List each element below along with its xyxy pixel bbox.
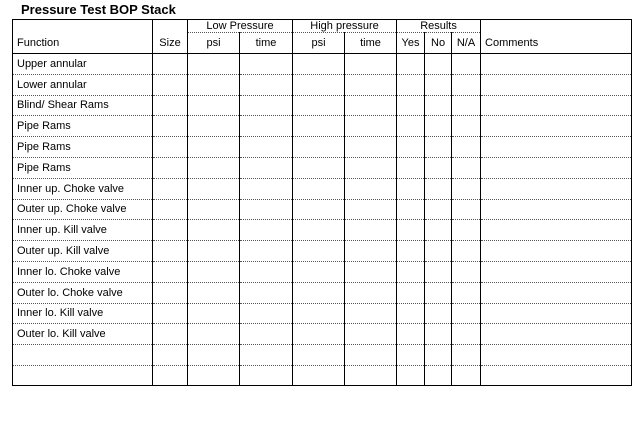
size-cell[interactable] — [153, 137, 188, 158]
high-psi-cell[interactable] — [293, 178, 345, 199]
no-cell[interactable] — [425, 261, 452, 282]
na-cell[interactable] — [452, 199, 481, 220]
high-time-cell[interactable] — [345, 157, 397, 178]
yes-cell[interactable] — [397, 54, 425, 75]
col-size: Size — [153, 33, 188, 54]
group-high-pressure: High pressure — [293, 20, 397, 33]
low-time-cell[interactable] — [240, 54, 293, 75]
low-psi-cell[interactable] — [188, 74, 240, 95]
high-psi-cell[interactable] — [293, 199, 345, 220]
table-row — [13, 303, 632, 324]
na-cell[interactable] — [452, 220, 481, 241]
yes-cell[interactable] — [397, 116, 425, 137]
function-cell: Upper annular — [13, 54, 153, 75]
no-cell[interactable] — [425, 220, 452, 241]
low-time-cell[interactable] — [240, 220, 293, 241]
na-cell[interactable] — [452, 282, 481, 303]
na-cell[interactable] — [452, 241, 481, 262]
comments-cell[interactable] — [481, 324, 632, 345]
low-psi-cell[interactable] — [188, 199, 240, 220]
low-time-cell[interactable] — [240, 282, 293, 303]
size-cell[interactable] — [153, 324, 188, 345]
no-cell[interactable] — [425, 74, 452, 95]
size-cell[interactable] — [153, 54, 188, 75]
no-cell[interactable] — [425, 137, 452, 158]
table-row — [13, 178, 632, 199]
low-psi-cell[interactable] — [188, 137, 240, 158]
table-row — [13, 54, 632, 75]
yes-cell[interactable] — [397, 95, 425, 116]
high-psi-cell[interactable] — [293, 137, 345, 158]
size-cell[interactable] — [153, 220, 188, 241]
high-time-cell[interactable] — [345, 137, 397, 158]
yes-cell[interactable] — [397, 324, 425, 345]
low-time-cell[interactable] — [240, 324, 293, 345]
no-cell[interactable] — [425, 365, 452, 385]
low-psi-cell[interactable] — [188, 241, 240, 262]
table-row — [13, 345, 632, 366]
yes-cell[interactable] — [397, 261, 425, 282]
low-time-cell[interactable] — [240, 365, 293, 385]
high-time-cell[interactable] — [345, 116, 397, 137]
size-cell[interactable] — [153, 345, 188, 366]
table-row — [13, 137, 632, 158]
size-cell[interactable] — [153, 365, 188, 385]
col-low-psi: psi — [188, 33, 240, 54]
size-cell[interactable] — [153, 199, 188, 220]
table-row — [13, 261, 632, 282]
comments-cell[interactable] — [481, 241, 632, 262]
high-time-cell[interactable] — [345, 282, 397, 303]
high-psi-cell[interactable] — [293, 220, 345, 241]
comments-cell[interactable] — [481, 199, 632, 220]
yes-cell[interactable] — [397, 220, 425, 241]
no-cell[interactable] — [425, 324, 452, 345]
no-cell[interactable] — [425, 54, 452, 75]
na-cell[interactable] — [452, 137, 481, 158]
col-comments: Comments — [481, 33, 632, 54]
na-cell[interactable] — [452, 74, 481, 95]
high-time-cell[interactable] — [345, 345, 397, 366]
high-time-cell[interactable] — [345, 261, 397, 282]
low-time-cell[interactable] — [240, 199, 293, 220]
low-psi-cell[interactable] — [188, 324, 240, 345]
high-time-cell[interactable] — [345, 365, 397, 385]
comments-cell[interactable] — [481, 282, 632, 303]
size-cell[interactable] — [153, 261, 188, 282]
na-cell[interactable] — [452, 261, 481, 282]
high-psi-cell[interactable] — [293, 345, 345, 366]
low-time-cell[interactable] — [240, 345, 293, 366]
high-psi-cell[interactable] — [293, 54, 345, 75]
comments-cell[interactable] — [481, 303, 632, 324]
comments-cell[interactable] — [481, 54, 632, 75]
yes-cell[interactable] — [397, 178, 425, 199]
table-row — [13, 95, 632, 116]
function-cell: Inner lo. Choke valve — [13, 261, 153, 282]
high-time-cell[interactable] — [345, 303, 397, 324]
na-cell[interactable] — [452, 157, 481, 178]
size-cell[interactable] — [153, 282, 188, 303]
yes-cell[interactable] — [397, 365, 425, 385]
low-time-cell[interactable] — [240, 137, 293, 158]
comments-cell[interactable] — [481, 220, 632, 241]
na-cell[interactable] — [452, 116, 481, 137]
page-title: Pressure Test BOP Stack — [21, 2, 176, 17]
yes-cell[interactable] — [397, 137, 425, 158]
na-cell[interactable] — [452, 324, 481, 345]
size-cell[interactable] — [153, 74, 188, 95]
yes-cell[interactable] — [397, 241, 425, 262]
high-psi-cell[interactable] — [293, 116, 345, 137]
no-cell[interactable] — [425, 282, 452, 303]
function-cell: Inner up. Kill valve — [13, 220, 153, 241]
group-header-row — [13, 20, 632, 33]
table-row — [13, 116, 632, 137]
size-cell[interactable] — [153, 178, 188, 199]
col-na: N/A — [452, 33, 481, 54]
table-row — [13, 74, 632, 95]
bop-test-table — [12, 19, 632, 386]
high-psi-cell[interactable] — [293, 95, 345, 116]
comments-cell[interactable] — [481, 345, 632, 366]
low-psi-cell[interactable] — [188, 157, 240, 178]
no-cell[interactable] — [425, 116, 452, 137]
col-no: No — [425, 33, 452, 54]
function-cell — [13, 345, 153, 366]
high-psi-cell[interactable] — [293, 303, 345, 324]
table-row — [13, 199, 632, 220]
low-time-cell[interactable] — [240, 116, 293, 137]
low-psi-cell[interactable] — [188, 261, 240, 282]
no-cell[interactable] — [425, 178, 452, 199]
na-cell[interactable] — [452, 345, 481, 366]
comments-cell[interactable] — [481, 178, 632, 199]
high-time-cell[interactable] — [345, 178, 397, 199]
function-cell: Pipe Rams — [13, 116, 153, 137]
high-time-cell[interactable] — [345, 199, 397, 220]
function-cell: Inner up. Choke valve — [13, 178, 153, 199]
high-psi-cell[interactable] — [293, 261, 345, 282]
na-cell[interactable] — [452, 303, 481, 324]
function-cell: Pipe Rams — [13, 137, 153, 158]
yes-cell[interactable] — [397, 157, 425, 178]
no-cell[interactable] — [425, 303, 452, 324]
table-row — [13, 157, 632, 178]
col-high-psi: psi — [293, 33, 345, 54]
na-cell[interactable] — [452, 95, 481, 116]
low-psi-cell[interactable] — [188, 303, 240, 324]
high-time-cell[interactable] — [345, 220, 397, 241]
column-header-row — [13, 33, 632, 54]
low-time-cell[interactable] — [240, 74, 293, 95]
group-results: Results — [397, 20, 481, 33]
yes-cell[interactable] — [397, 74, 425, 95]
high-psi-cell[interactable] — [293, 324, 345, 345]
high-psi-cell[interactable] — [293, 365, 345, 385]
table-body — [13, 54, 632, 386]
high-time-cell[interactable] — [345, 74, 397, 95]
comments-cell[interactable] — [481, 95, 632, 116]
table-row — [13, 241, 632, 262]
size-cell[interactable] — [153, 303, 188, 324]
low-psi-cell[interactable] — [188, 345, 240, 366]
low-psi-cell[interactable] — [188, 116, 240, 137]
function-cell: Lower annular — [13, 74, 153, 95]
function-cell: Outer lo. Choke valve — [13, 282, 153, 303]
high-time-cell[interactable] — [345, 241, 397, 262]
na-cell[interactable] — [452, 178, 481, 199]
no-cell[interactable] — [425, 345, 452, 366]
col-yes: Yes — [397, 33, 425, 54]
low-time-cell[interactable] — [240, 261, 293, 282]
no-cell[interactable] — [425, 241, 452, 262]
size-cell[interactable] — [153, 116, 188, 137]
function-cell: Outer lo. Kill valve — [13, 324, 153, 345]
table-row — [13, 365, 632, 385]
no-cell[interactable] — [425, 95, 452, 116]
comments-cell[interactable] — [481, 261, 632, 282]
col-high-time: time — [345, 33, 397, 54]
low-psi-cell[interactable] — [188, 365, 240, 385]
table-row — [13, 282, 632, 303]
high-psi-cell[interactable] — [293, 241, 345, 262]
yes-cell[interactable] — [397, 199, 425, 220]
high-psi-cell[interactable] — [293, 157, 345, 178]
group-low-pressure: Low Pressure — [188, 20, 293, 33]
function-cell: Pipe Rams — [13, 157, 153, 178]
low-psi-cell[interactable] — [188, 282, 240, 303]
header-spacer — [153, 20, 188, 33]
function-cell: Outer up. Choke valve — [13, 199, 153, 220]
header-spacer — [13, 20, 153, 33]
no-cell[interactable] — [425, 157, 452, 178]
header-spacer — [481, 20, 632, 33]
comments-cell[interactable] — [481, 116, 632, 137]
low-time-cell[interactable] — [240, 178, 293, 199]
na-cell[interactable] — [452, 54, 481, 75]
yes-cell[interactable] — [397, 282, 425, 303]
size-cell[interactable] — [153, 241, 188, 262]
high-psi-cell[interactable] — [293, 282, 345, 303]
comments-cell[interactable] — [481, 157, 632, 178]
size-cell[interactable] — [153, 95, 188, 116]
no-cell[interactable] — [425, 199, 452, 220]
high-time-cell[interactable] — [345, 95, 397, 116]
table-row — [13, 220, 632, 241]
low-time-cell[interactable] — [240, 303, 293, 324]
col-function: Function — [13, 33, 153, 54]
yes-cell[interactable] — [397, 345, 425, 366]
function-cell — [13, 365, 153, 385]
low-time-cell[interactable] — [240, 241, 293, 262]
comments-cell[interactable] — [481, 74, 632, 95]
yes-cell[interactable] — [397, 303, 425, 324]
high-time-cell[interactable] — [345, 54, 397, 75]
low-psi-cell[interactable] — [188, 95, 240, 116]
low-time-cell[interactable] — [240, 95, 293, 116]
low-time-cell[interactable] — [240, 157, 293, 178]
low-psi-cell[interactable] — [188, 220, 240, 241]
low-psi-cell[interactable] — [188, 54, 240, 75]
function-cell: Blind/ Shear Rams — [13, 95, 153, 116]
table-row — [13, 324, 632, 345]
comments-cell[interactable] — [481, 137, 632, 158]
high-time-cell[interactable] — [345, 324, 397, 345]
na-cell[interactable] — [452, 365, 481, 385]
function-cell: Outer up. Kill valve — [13, 241, 153, 262]
function-cell: Inner lo. Kill valve — [13, 303, 153, 324]
col-low-time: time — [240, 33, 293, 54]
size-cell[interactable] — [153, 157, 188, 178]
high-psi-cell[interactable] — [293, 74, 345, 95]
comments-cell[interactable] — [481, 365, 632, 385]
low-psi-cell[interactable] — [188, 178, 240, 199]
